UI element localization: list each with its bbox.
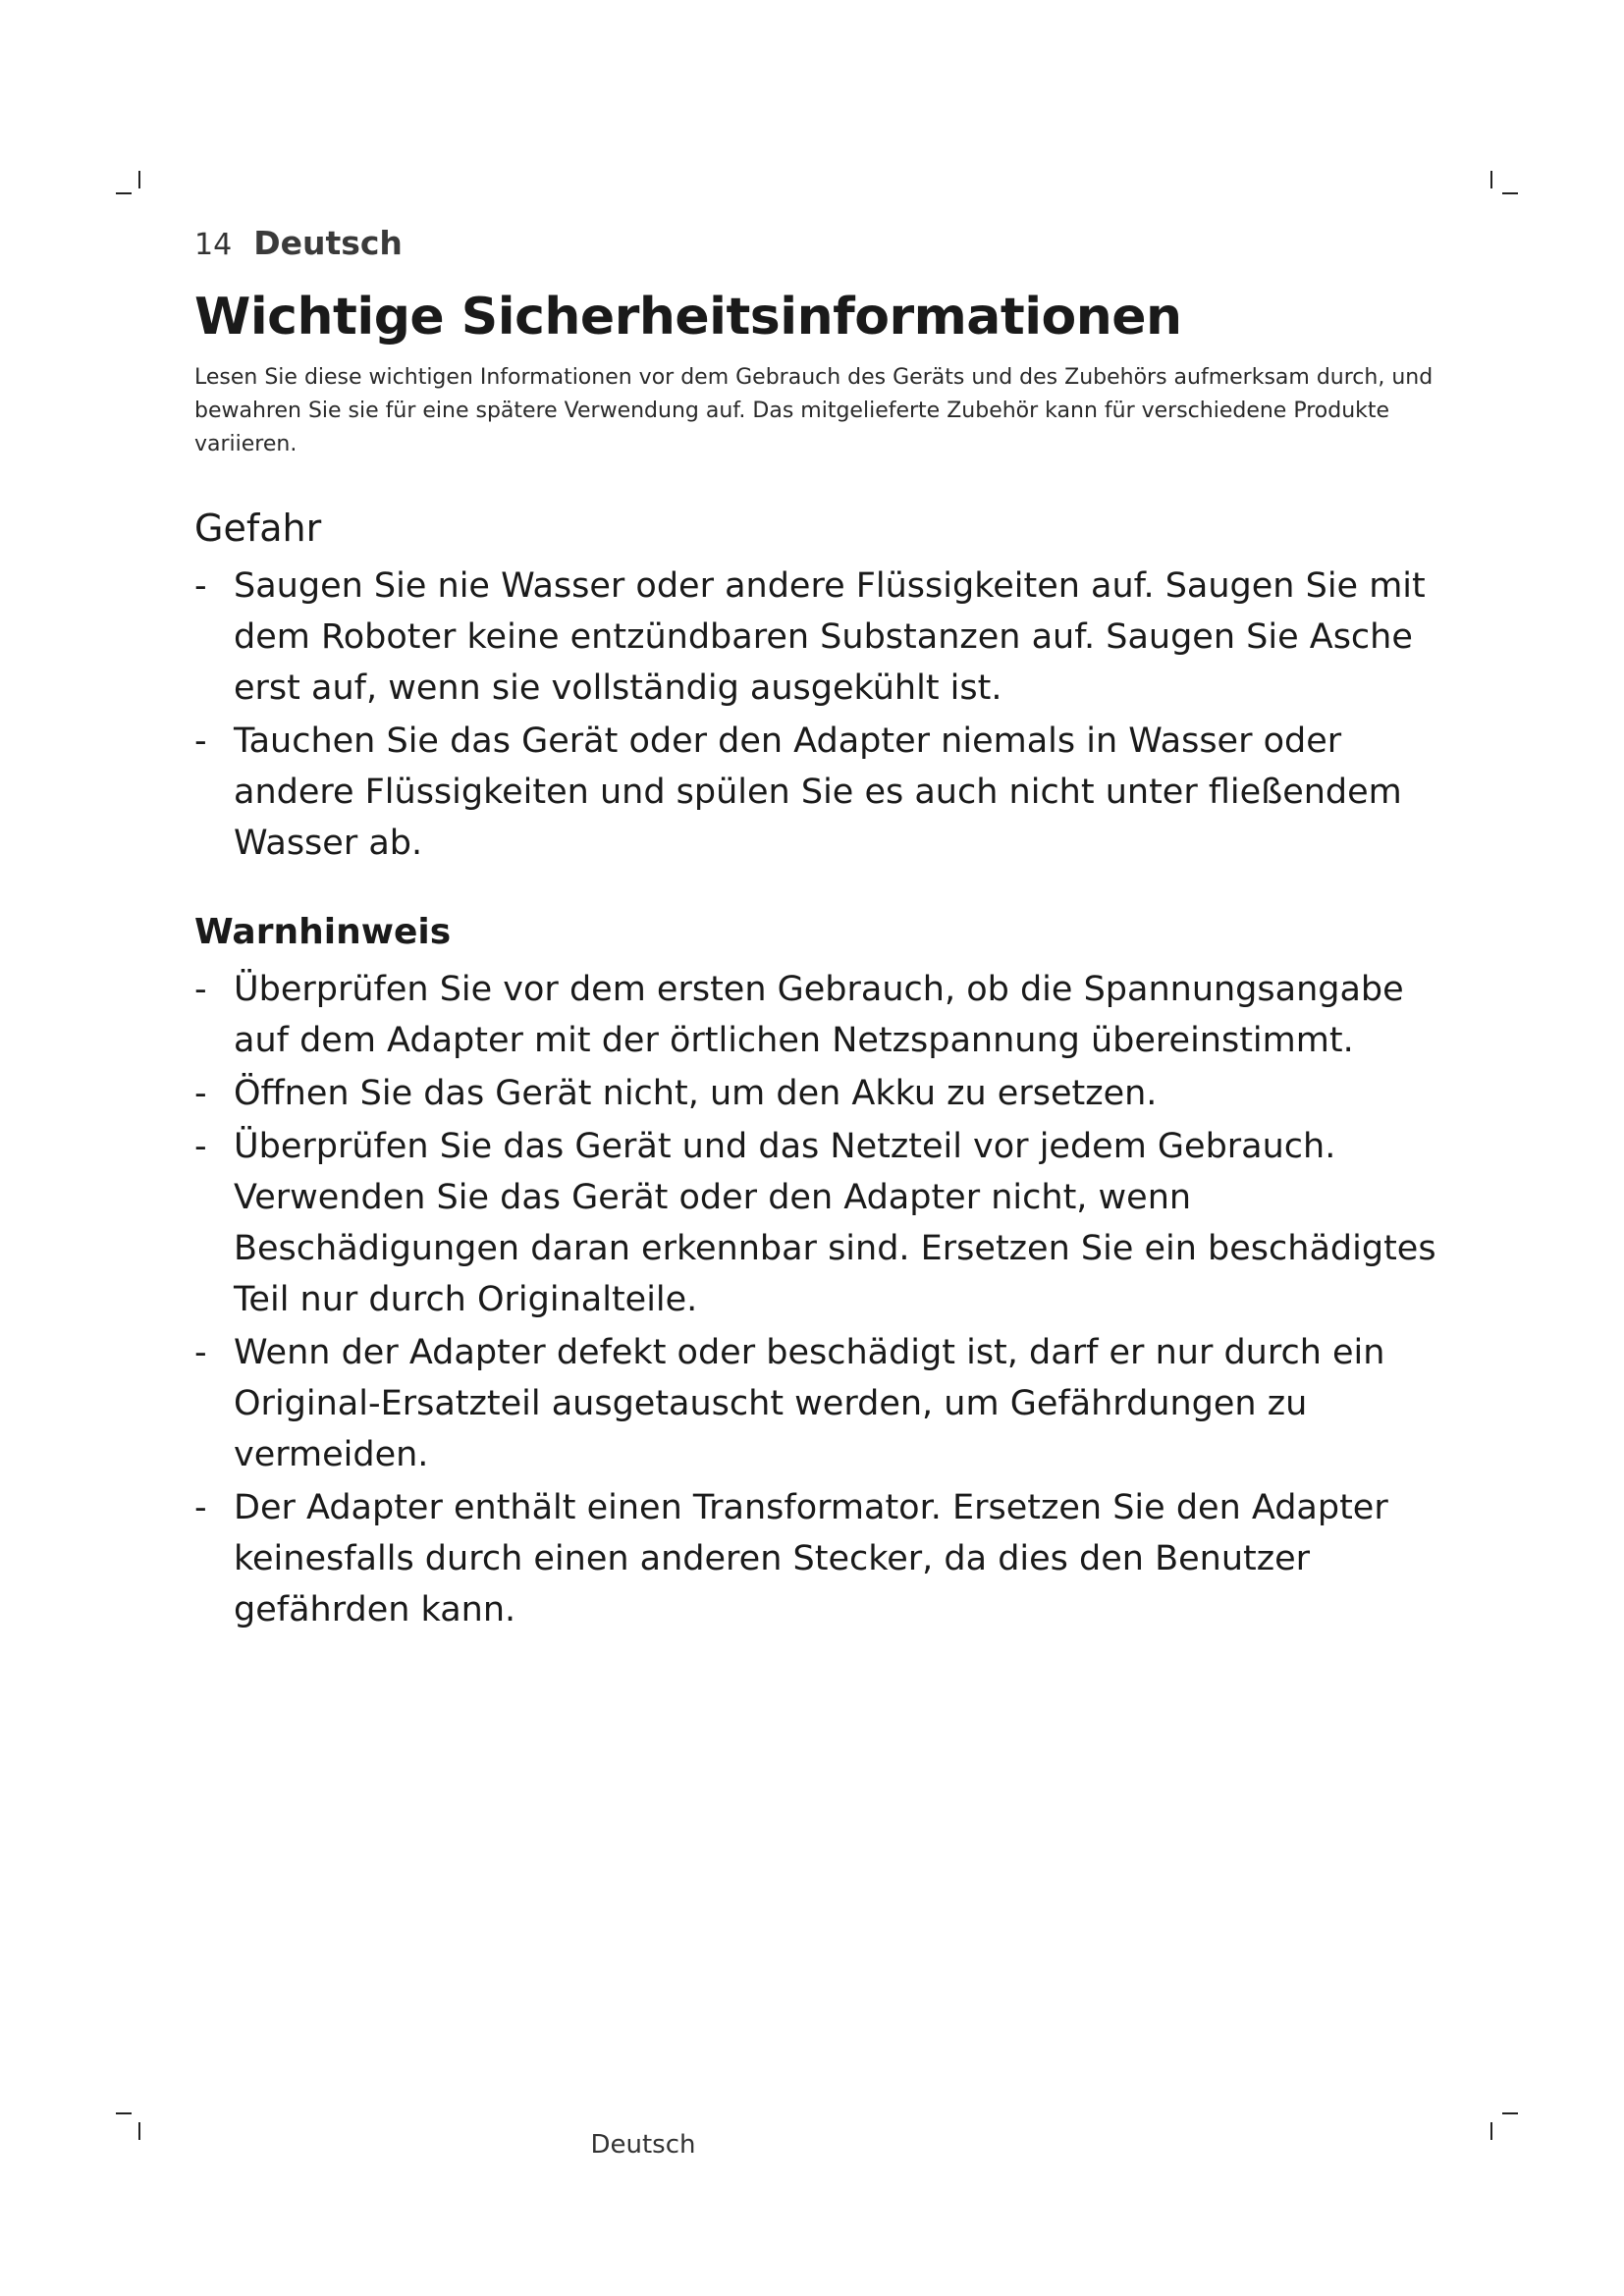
crop-mark-top-left-h [116, 192, 132, 194]
bullet-dash: - [194, 1332, 207, 1372]
crop-mark-top-right-v [1490, 171, 1492, 188]
warnhinweis-list [194, 964, 1461, 1635]
list-item-text: Wenn der Adapter defekt oder beschädigt ist, darf er nur durch ein Original-Ersatzteil ausgetauscht werden, um Gefährdungen zu vermeiden. [234, 1332, 1385, 1474]
section-heading-warnhinweis: Warnhinweis [194, 911, 452, 952]
header-language: Deutsch [253, 224, 403, 262]
list-item [194, 561, 1461, 714]
list-item [194, 964, 1461, 1066]
list-item-text: Der Adapter enthält einen Transformator. Ersetzen Sie den Adapter keinesfalls durch einen anderen Stecker, da dies den Benutzer gefährden kann. [234, 1487, 1388, 1629]
page-title: Wichtige Sicherheitsinformationen [194, 288, 1182, 347]
list-item-text: Öffnen Sie das Gerät nicht, um den Akku zu ersetzen. [234, 1073, 1158, 1113]
bullet-dash: - [194, 1126, 207, 1166]
bullet-dash: - [194, 1073, 207, 1113]
bullet-dash: - [194, 969, 207, 1009]
list-item-text: Tauchen Sie das Gerät oder den Adapter niemals in Wasser oder andere Flüssigkeiten und spülen Sie es auch nicht unter fließendem Wasser ab. [234, 721, 1402, 863]
intro-paragraph: Lesen Sie diese wichtigen Informationen vor dem Gebrauch des Geräts und des Zubehörs aufmerksam durch, und bewahren Sie sie für eine spätere Verwendung auf. Das mitgelieferte Zubehör kann für verschiedene Produkte variieren. [194, 364, 1434, 456]
crop-mark-bottom-right-h [1502, 2112, 1518, 2114]
list-item [194, 1482, 1461, 1635]
bullet-dash: - [194, 721, 207, 761]
list-item-text: Überprüfen Sie das Gerät und das Netzteil vor jedem Gebrauch. Verwenden Sie das Gerät oder den Adapter nicht, wenn Beschädigungen daran erkennbar sind. Ersetzen Sie ein beschädigtes Teil nur durch Originalteile. [234, 1126, 1436, 1319]
list-item [194, 1068, 1461, 1119]
list-item-text: Saugen Sie nie Wasser oder andere Flüssigkeiten auf. Saugen Sie mit dem Roboter keine entzündbaren Substanzen auf. Saugen Sie Asche erst auf, wenn sie vollständig ausgekühlt ist. [234, 565, 1426, 708]
bullet-dash: - [194, 1487, 207, 1527]
list-item [194, 1121, 1461, 1325]
page-header [194, 224, 403, 262]
crop-mark-top-right-h [1502, 192, 1518, 194]
crop-mark-bottom-right-v [1490, 2122, 1492, 2140]
list-item [194, 716, 1461, 869]
page-footer: Deutsch [590, 2130, 696, 2160]
bullet-dash: - [194, 565, 207, 606]
page-number: 14 [194, 228, 233, 262]
gefahr-list [194, 561, 1461, 869]
document-body [194, 285, 1461, 1637]
crop-mark-bottom-left-h [116, 2112, 132, 2114]
crop-mark-top-left-v [138, 171, 140, 188]
list-item-text: Überprüfen Sie vor dem ersten Gebrauch, ob die Spannungsangabe auf dem Adapter mit der örtlichen Netzspannung übereinstimmt. [234, 969, 1404, 1060]
list-item [194, 1327, 1461, 1480]
section-heading-gefahr: Gefahr [194, 506, 322, 550]
